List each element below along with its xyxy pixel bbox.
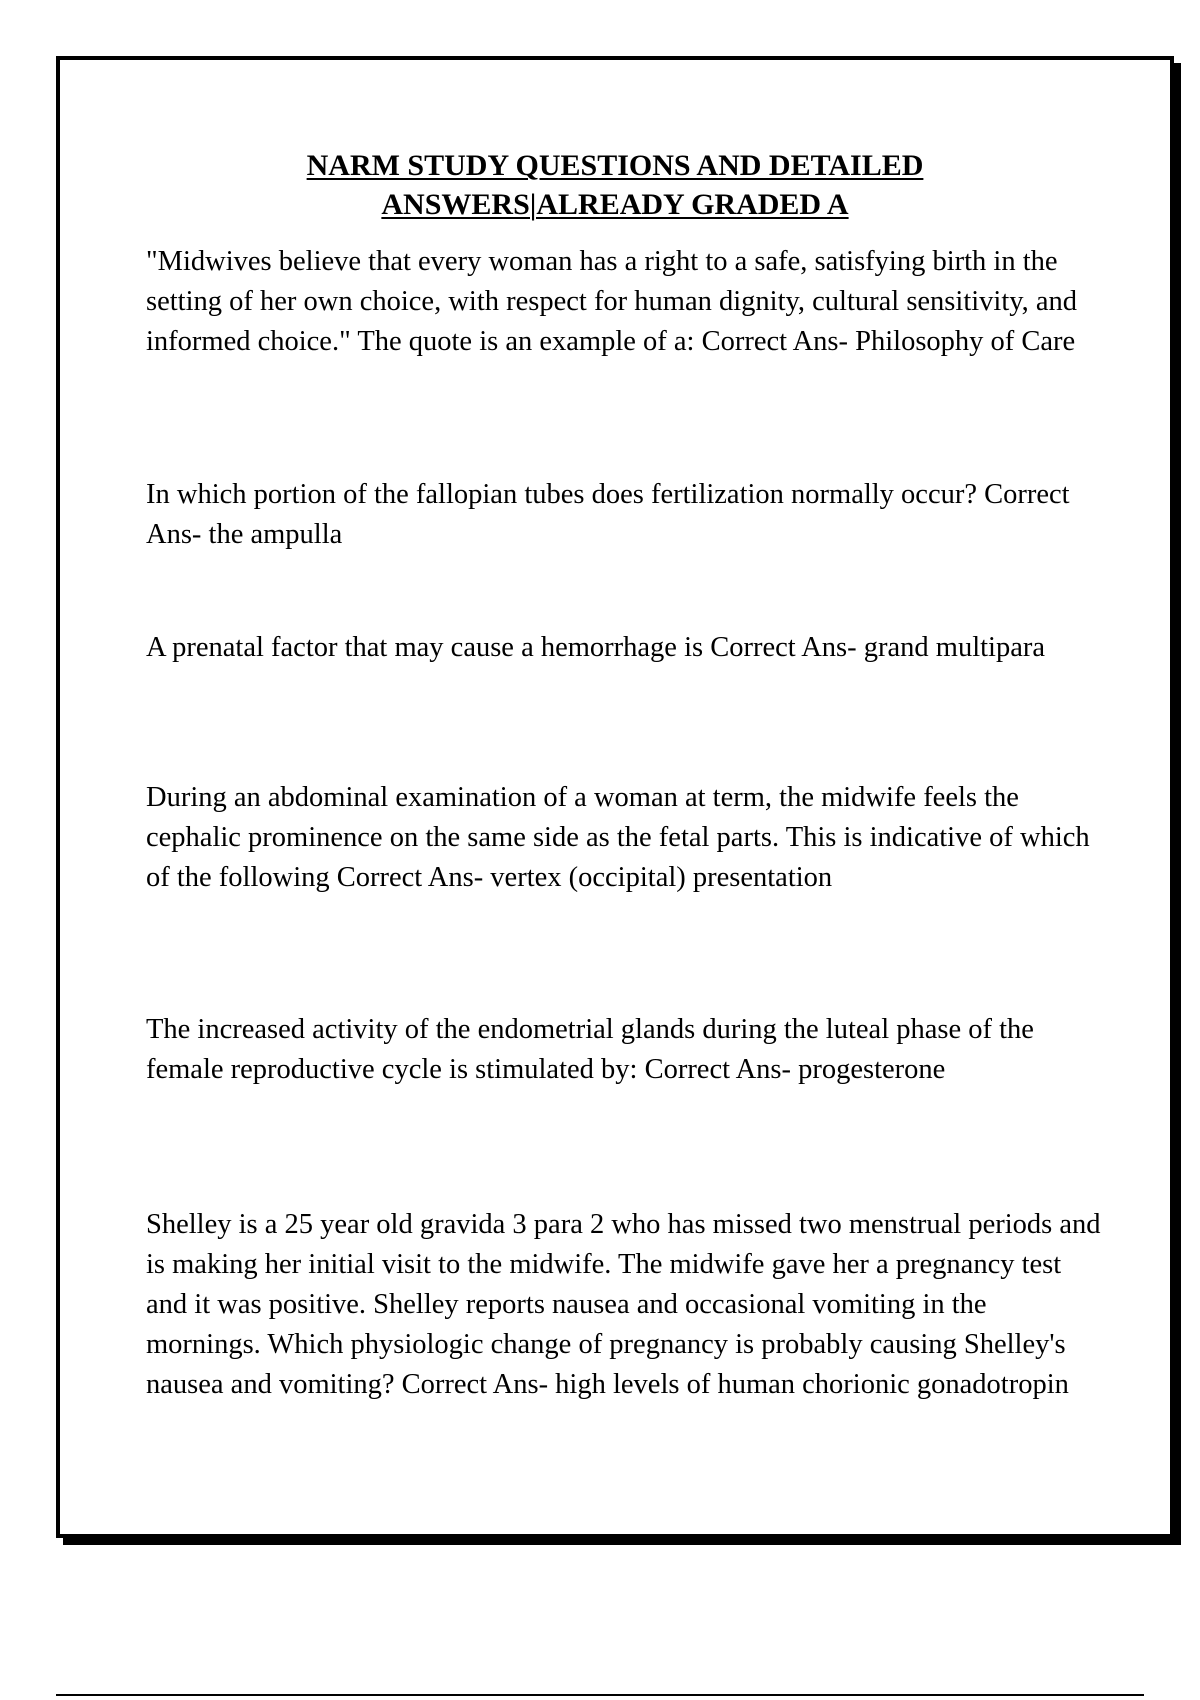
title-line-2: ANSWERS|ALREADY GRADED A bbox=[381, 188, 849, 221]
footer-divider bbox=[56, 1694, 1144, 1696]
qa-item-4: During an abdominal examination of a woman at term, the midwife feels the cephalic prominence on the same side as the fetal parts. This is indicative of which of the following Correct Ans- vertex (occipital) presentation bbox=[146, 782, 1090, 893]
qa-item-2: In which portion of the fallopian tubes does fertilization normally occur? Correct Ans- the ampulla bbox=[146, 479, 1070, 550]
qa-item-1: "Midwives believe that every woman has a right to a safe, satisfying birth in the setting of her own choice, with respect for human dignity, cultural sensitivity, and informed choice." The quote is an example of a: Correct Ans- Philosophy of Care bbox=[146, 246, 1078, 357]
qa-item-5: The increased activity of the endometrial glands during the luteal phase of the female reproductive cycle is stimulated by: Correct Ans- progesterone bbox=[146, 1014, 1034, 1085]
qa-item-3: A prenatal factor that may cause a hemorrhage is Correct Ans- grand multipara bbox=[146, 632, 1045, 663]
title-line-1: NARM STUDY QUESTIONS AND DETAILED bbox=[306, 149, 924, 182]
qa-item-6: Shelley is a 25 year old gravida 3 para 2 who has missed two menstrual periods and is making her initial visit to the midwife. The midwife gave her a pregnancy test and it was positive. Shelley reports nausea and occasional vomiting in the mornings. Which physiologic change of pregnancy is probably causing Shelley's nausea and vomiting? Correct Ans- high levels of human chorionic gonadotropin bbox=[146, 1209, 1101, 1400]
document-title bbox=[60, 146, 1170, 224]
document-page bbox=[56, 56, 1174, 1538]
